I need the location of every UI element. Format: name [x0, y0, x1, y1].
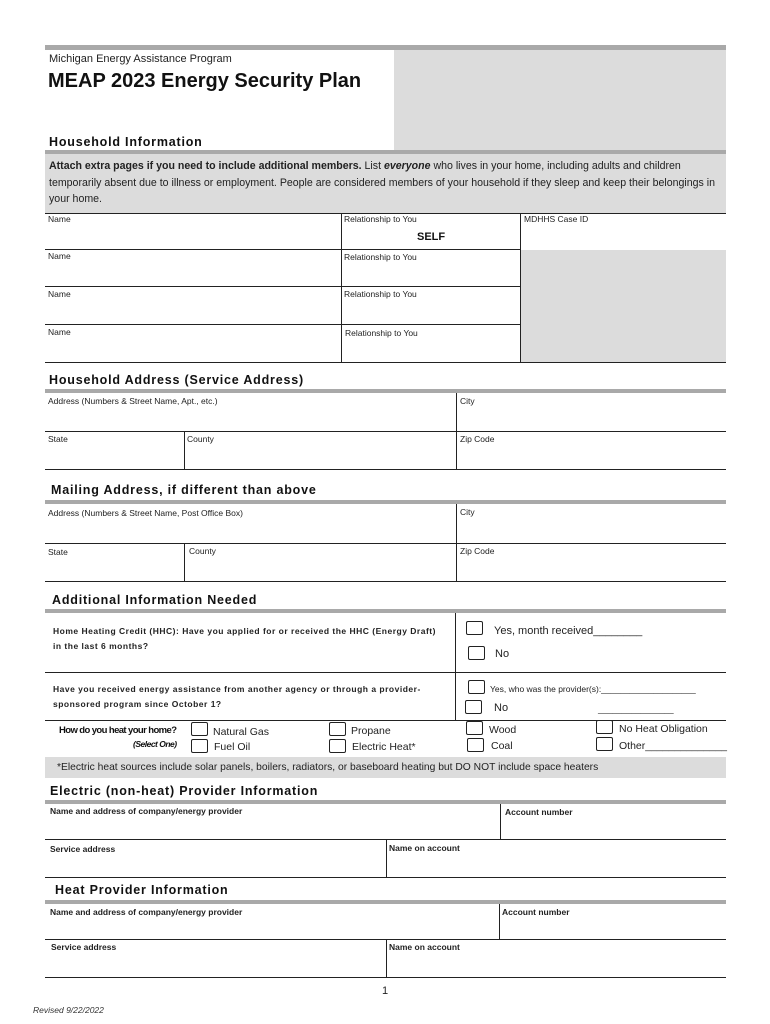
mailing-address-heading: Mailing Address, if different than above: [51, 483, 317, 497]
electric-account-label: Account number: [505, 807, 573, 817]
mailing-address-rule: [45, 500, 726, 504]
no-heat-obligation-checkbox[interactable]: [596, 720, 613, 734]
hhc-no-label: No: [495, 648, 510, 660]
divider: [455, 613, 456, 720]
divider: [45, 543, 726, 544]
self-value: SELF: [417, 231, 446, 243]
divider: [45, 469, 726, 470]
household-info-heading: Household Information: [49, 135, 203, 149]
divider: [45, 362, 726, 363]
hhc-question: Home Heating Credit (HHC): Have you applied for or received the HHC (Energy Draft) in the last 6 months?: [53, 626, 436, 651]
instructions-text-1: List: [361, 160, 384, 172]
propane-checkbox[interactable]: [329, 722, 346, 736]
mailing-zip-label: Zip Code: [460, 546, 495, 556]
member-name-label: Name: [48, 289, 71, 299]
divider: [45, 977, 726, 978]
assistance-no-checkbox[interactable]: [465, 700, 482, 714]
divider: [45, 431, 726, 432]
divider: [500, 804, 501, 839]
mailing-address-label: Address (Numbers & Street Name, Post Office Box): [48, 508, 243, 518]
other-label: Other______________: [619, 740, 728, 752]
heat-select-one: (Select One): [133, 739, 177, 749]
natural-gas-checkbox[interactable]: [191, 722, 208, 736]
mailing-state-label: State: [48, 547, 68, 557]
electric-service-address-input[interactable]: [46, 856, 383, 876]
instructions-text-2: who lives in your home, including adults and children temporarily absent due to illness or employment. People are considered members of your household if they sleep and keep their belongings in your home.: [49, 160, 716, 205]
electric-company-input[interactable]: [46, 818, 498, 838]
state-label: State: [48, 434, 68, 444]
member-relationship-input[interactable]: [342, 301, 520, 323]
wood-checkbox[interactable]: [466, 721, 483, 735]
county-input[interactable]: [186, 446, 454, 468]
divider: [45, 249, 521, 250]
divider: [45, 672, 726, 673]
divider: [386, 939, 387, 977]
member-name-input[interactable]: [46, 226, 340, 248]
case-id-gray-area: [521, 250, 726, 363]
county-label: County: [187, 434, 214, 444]
divider: [184, 431, 185, 469]
address-label: Address (Numbers & Street Name, Apt., etc.): [48, 396, 218, 406]
assistance-yes-label: Yes, who was the provider(s):____________________: [490, 684, 696, 694]
divider: [184, 543, 185, 581]
city-input[interactable]: [458, 408, 725, 430]
electric-account-input[interactable]: [503, 818, 725, 838]
electric-provider-heading: Electric (non-heat) Provider Information: [50, 784, 319, 798]
heat-provider-heading: Heat Provider Information: [55, 883, 229, 897]
divider: [499, 904, 500, 939]
heat-account-input[interactable]: [501, 919, 725, 938]
propane-label: Propane: [351, 725, 391, 737]
member-name-input[interactable]: [46, 263, 340, 285]
electric-heat-checkbox[interactable]: [329, 739, 346, 753]
electric-name-on-account-label: Name on account: [389, 843, 460, 853]
divider: [456, 504, 457, 581]
electric-name-on-account-input[interactable]: [388, 856, 725, 876]
state-input[interactable]: [46, 446, 182, 468]
household-address-rule: [45, 389, 726, 393]
zip-input[interactable]: [458, 446, 725, 468]
divider: [45, 877, 726, 878]
member-name-input[interactable]: [46, 339, 340, 361]
header-gray-box: [394, 50, 726, 150]
heat-name-on-account-label: Name on account: [389, 942, 460, 952]
heat-provider-rule: [45, 900, 726, 904]
member-relationship-input[interactable]: [342, 340, 520, 362]
member-name-label: Name: [48, 327, 71, 337]
fuel-oil-label: Fuel Oil: [214, 741, 251, 753]
coal-checkbox[interactable]: [467, 738, 484, 752]
case-id-label: MDHHS Case ID: [524, 214, 589, 224]
divider: [520, 213, 521, 363]
mailing-county-label: County: [189, 546, 216, 556]
heat-service-address-input[interactable]: [46, 954, 383, 976]
mailing-zip-input[interactable]: [458, 558, 725, 580]
electric-company-label: Name and address of company/energy provider: [50, 806, 243, 816]
household-address-heading: Household Address (Service Address): [49, 373, 304, 387]
electric-heat-note: *Electric heat sources include solar panels, boilers, radiators, or baseboard heating but DO NOT include space heaters: [57, 762, 599, 773]
hhc-yes-checkbox[interactable]: [466, 621, 483, 635]
zip-label: Zip Code: [460, 434, 495, 444]
member-relationship-label: Relationship to You: [345, 328, 418, 338]
hhc-no-checkbox[interactable]: [468, 646, 485, 660]
mailing-address-input[interactable]: [46, 520, 454, 542]
heat-name-on-account-input[interactable]: [388, 954, 725, 976]
fuel-oil-checkbox[interactable]: [191, 739, 208, 753]
electric-service-address-label: Service address: [50, 844, 116, 854]
member-relationship-input[interactable]: [342, 264, 520, 286]
electric-provider-rule: [45, 800, 726, 804]
heat-question: How do you heat your home?: [59, 725, 177, 736]
divider: [456, 393, 457, 469]
divider: [45, 286, 521, 287]
hhc-yes-label: Yes, month received________: [494, 625, 643, 637]
divider: [386, 839, 387, 877]
electric-heat-label: Electric Heat*: [352, 741, 416, 753]
page-title: MEAP 2023 Energy Security Plan: [48, 70, 362, 92]
assistance-question: Have you received energy assistance from another agency or through a provider-sponsored program since October 1?: [53, 684, 421, 709]
heat-account-label: Account number: [502, 907, 570, 917]
assistance-yes-checkbox[interactable]: [468, 680, 485, 694]
additional-info-heading: Additional Information Needed: [52, 593, 258, 607]
revised-date: Revised 9/22/2022: [33, 1005, 104, 1015]
no-heat-obligation-label: No Heat Obligation: [619, 723, 708, 735]
assistance-no-label: No: [494, 702, 509, 714]
member-name-label: Name: [48, 251, 71, 261]
page-number: 1: [382, 985, 389, 997]
additional-info-rule: [45, 609, 726, 613]
heat-company-label: Name and address of company/energy provider: [50, 907, 243, 917]
instructions-bold: Attach extra pages if you need to include additional members.: [49, 160, 362, 172]
member-name-input[interactable]: [46, 301, 340, 323]
program-name: Michigan Energy Assistance Program: [49, 53, 232, 65]
heat-company-input[interactable]: [46, 919, 498, 938]
member-relationship-label: Relationship to You: [344, 214, 417, 224]
assistance-provider-blank: ________________: [598, 704, 674, 714]
other-checkbox[interactable]: [596, 737, 613, 751]
case-id-input[interactable]: [522, 226, 725, 248]
household-instructions: [49, 158, 721, 208]
instructions-italic: everyone: [383, 160, 431, 172]
mailing-city-label: City: [460, 507, 475, 517]
member-relationship-label: Relationship to You: [344, 289, 417, 299]
coal-label: Coal: [491, 740, 513, 752]
divider: [45, 324, 521, 325]
divider: [45, 581, 726, 582]
mailing-county-input[interactable]: [186, 558, 454, 580]
natural-gas-label: Natural Gas: [213, 726, 270, 738]
wood-label: Wood: [489, 724, 517, 736]
address-input[interactable]: [46, 408, 454, 430]
divider: [341, 213, 342, 363]
heat-service-address-label: Service address: [51, 942, 117, 952]
divider: [45, 720, 726, 721]
mailing-state-input[interactable]: [46, 558, 182, 580]
mailing-city-input[interactable]: [458, 520, 725, 542]
member-name-label: Name: [48, 214, 71, 224]
city-label: City: [460, 396, 475, 406]
member-relationship-label: Relationship to You: [344, 252, 417, 262]
